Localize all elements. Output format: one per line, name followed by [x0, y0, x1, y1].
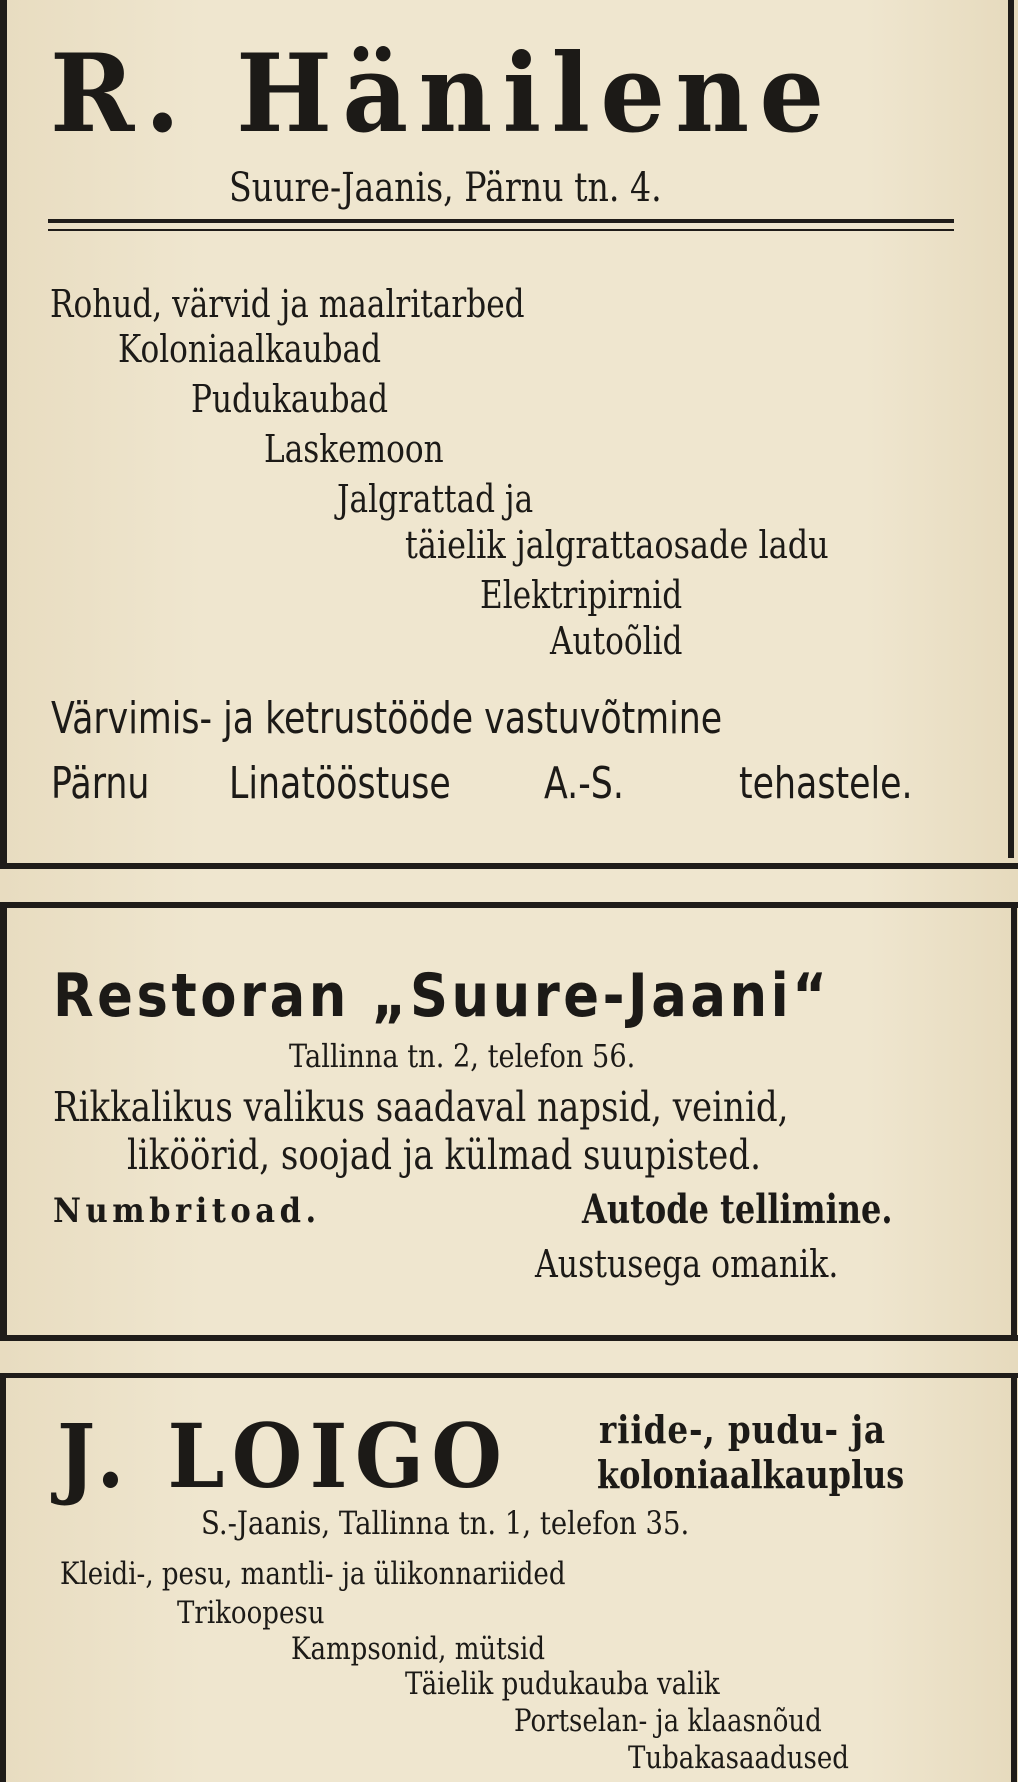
ad1-title: R. Hänilene [50, 31, 835, 157]
ad3-right-border [1011, 1373, 1017, 1782]
ad3-product-3: Täielik pudukauba valik [405, 1666, 720, 1702]
ad3-title: J. LOIGO [57, 1404, 510, 1508]
ad3-product-5: Tubakasaadused [628, 1740, 849, 1776]
ad1-note-word-as: A.-S. [544, 758, 624, 809]
ad3-product-0: Kleidi-, pesu, mantli- ja ülikonnariided [60, 1556, 566, 1592]
ad3-product-1: Trikoopesu [177, 1595, 325, 1631]
ad2-closing: Austusega omanik. [535, 1242, 839, 1286]
ad3-product-4: Portselan- ja klaasnõud [514, 1703, 822, 1739]
ad1-rule-thick [48, 219, 954, 223]
ad1-product-5: täielik jalgrattaosade ladu [405, 523, 829, 567]
ad1-note-word-tehastele: tehastele. [739, 758, 913, 809]
ad2-left-border [0, 902, 7, 1339]
ad1-right-border [1008, 0, 1014, 858]
ad3-product-2: Kampsonid, mütsid [291, 1631, 545, 1667]
separator-1-top [0, 863, 1018, 869]
ad2-line1: Rikkalikus valikus saadaval napsid, veinid, [53, 1083, 789, 1131]
ad1-rule-thin [48, 229, 954, 231]
ad1-product-3: Laskemoon [264, 427, 444, 471]
ad2-line2: liköörid, soojad ja külmad suupisted. [127, 1131, 761, 1179]
ad1-product-4: Jalgrattad ja [337, 477, 534, 521]
ad2-cars: Autode tellimine. [582, 1186, 893, 1233]
ad2-right-border [1011, 902, 1017, 1339]
ad1-product-6: Elektripirnid [480, 573, 683, 617]
ad1-left-border [0, 0, 7, 864]
ad1-note-line1: Värvimis- ja ketrustööde vastuvõtmine [51, 693, 723, 744]
ad2-address: Tallinna tn. 2, telefon 56. [289, 1037, 636, 1075]
ad1-address: Suure-Jaanis, Pärnu tn. 4. [229, 165, 662, 211]
ad1-product-0: Rohud, värvid ja maalritarbed [50, 282, 525, 326]
ad3-left-border [0, 1373, 6, 1782]
ad3-subtitle-line1: riide-, pudu- ja [599, 1407, 886, 1452]
ad1-product-2: Pudukaubad [191, 377, 389, 421]
ad1-note-word-parnu: Pärnu [51, 758, 150, 809]
ad2-title: Restoran „Suure-Jaani“ [53, 961, 831, 1031]
ad2-rooms: Numbritoad. [53, 1191, 321, 1231]
ad1-note-word-linatoostuse: Linatööstuse [229, 758, 451, 809]
ad1-product-1: Koloniaalkaubad [118, 327, 382, 371]
separator-1-bottom [0, 902, 1018, 908]
ad1-note-line2 [51, 758, 953, 812]
ad3-address: S.-Jaanis, Tallinna tn. 1, telefon 35. [201, 1504, 690, 1542]
separator-2-top [0, 1335, 1018, 1341]
ad1-product-7: Autoõlid [550, 619, 683, 663]
ad3-subtitle-line2: koloniaalkauplus [597, 1452, 905, 1497]
separator-2-bottom [0, 1373, 1018, 1378]
